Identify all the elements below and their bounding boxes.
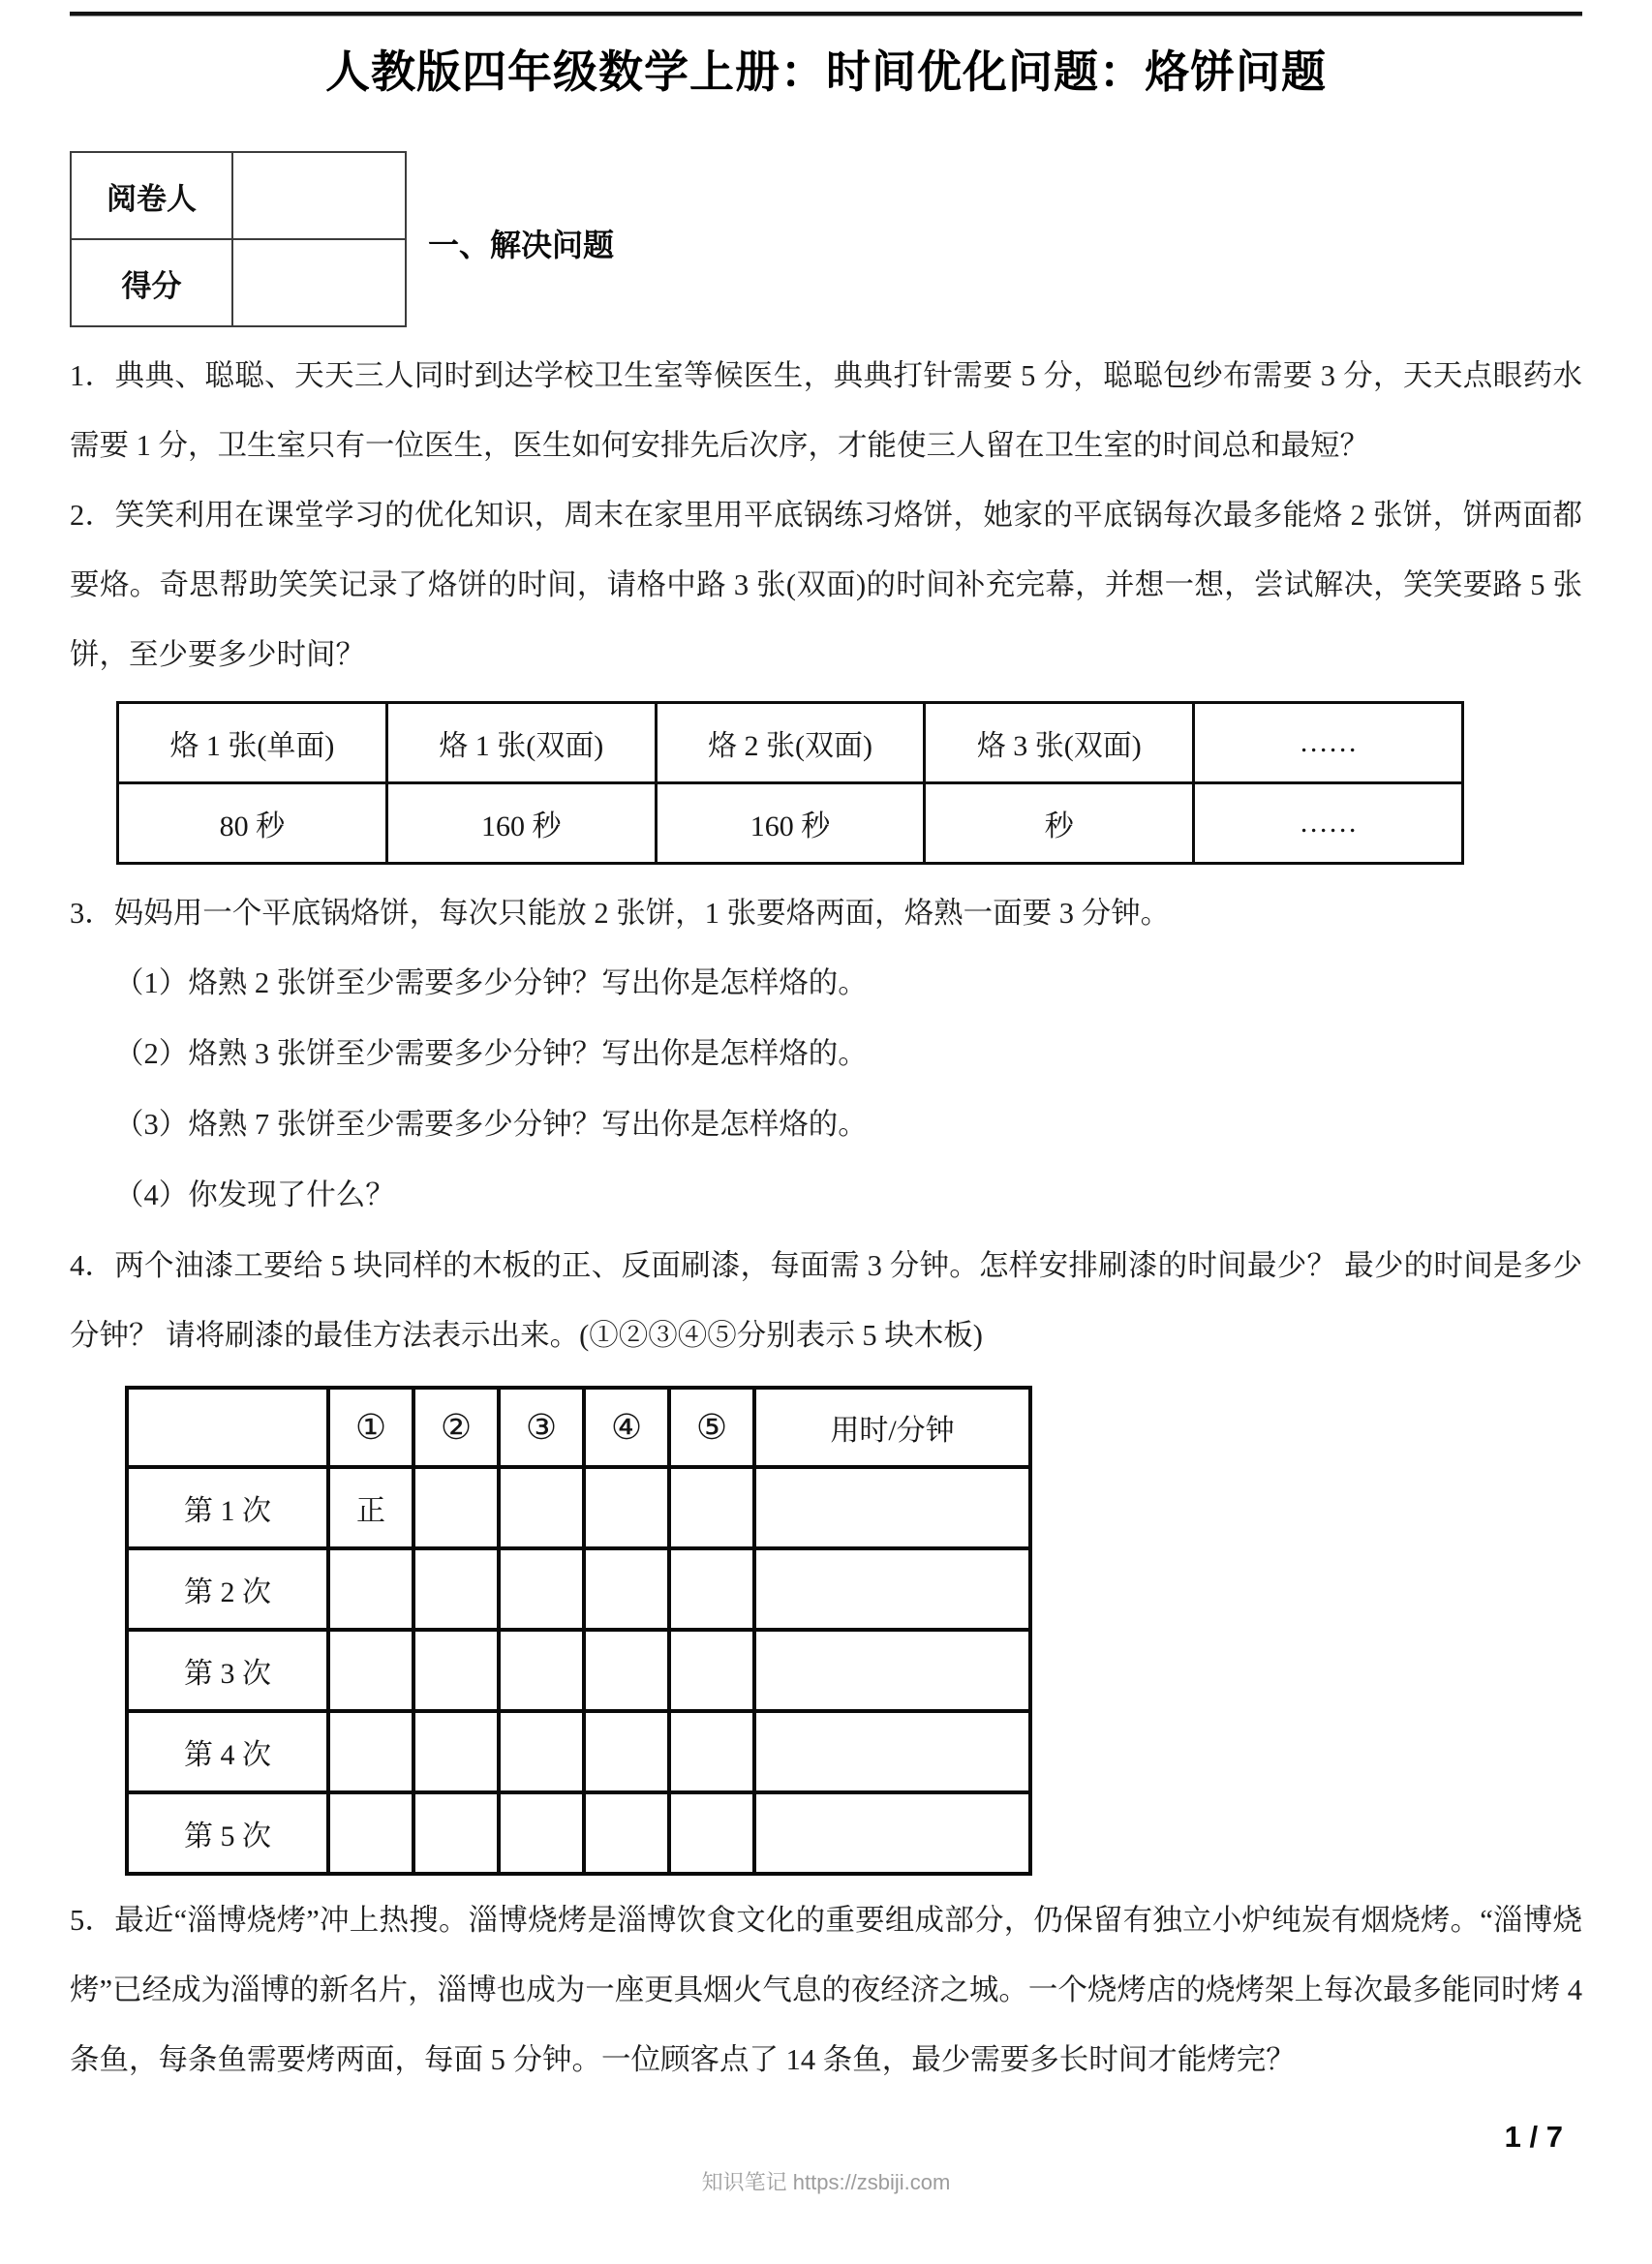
question-3-sub-1: （1）烙熟 2 张饼至少需要多少分钟？写出你是怎样烙的。 <box>114 966 868 1000</box>
paint-row-label: 第 4 次 <box>127 1711 328 1792</box>
paint-row-label: 第 5 次 <box>127 1792 328 1874</box>
board-1-header: ① <box>328 1388 413 1467</box>
question-4: 4．两个油漆工要给 5 块同样的木板的正、反面刷漆，每面需 3 分钟。怎样安排刷漆的时间最少？ 最少的时间是多少分钟？ 请将刷漆的最佳方法表示出来。(①②③④⑤分别表示 5 块木板) <box>70 1249 1582 1353</box>
pancake-header-cell: 烙 1 张(单面) <box>118 703 387 783</box>
paint-time-cell <box>754 1630 1030 1711</box>
section-heading: 一、解决问题 <box>428 228 615 263</box>
pancake-value-cell: 160 秒 <box>656 783 925 864</box>
question-3-sub-3: （3）烙熟 7 张饼至少需要多少分钟？写出你是怎样烙的。 <box>114 1108 868 1142</box>
paint-time-cell <box>754 1548 1030 1630</box>
paint-cell <box>669 1630 754 1711</box>
paint-time-cell <box>754 1467 1030 1548</box>
paint-header-row <box>127 1388 1030 1467</box>
board-5-header: ⑤ <box>669 1388 754 1467</box>
pancake-value-row <box>118 783 1463 864</box>
paint-row-label: 第 3 次 <box>127 1630 328 1711</box>
paint-cell <box>499 1630 584 1711</box>
paint-corner-cell <box>127 1388 328 1467</box>
paint-row-5 <box>127 1792 1030 1874</box>
board-4-header: ④ <box>584 1388 669 1467</box>
paint-cell <box>413 1711 499 1792</box>
site-footer-text: 知识笔记 https://zsbiji.com <box>701 2170 951 2195</box>
paint-cell <box>499 1711 584 1792</box>
paint-time-cell <box>754 1711 1030 1792</box>
score-row <box>71 239 406 326</box>
paint-row-3 <box>127 1630 1030 1711</box>
grader-blank-cell <box>232 152 406 239</box>
pancake-time-table <box>116 701 1464 865</box>
question-3-sub-4: （4）你发现了什么？ <box>114 1178 395 1212</box>
paint-cell <box>584 1711 669 1792</box>
paint-cell <box>328 1711 413 1792</box>
paint-cell <box>413 1467 499 1548</box>
pancake-value-cell: 160 秒 <box>386 783 656 864</box>
paint-cell <box>584 1792 669 1874</box>
pancake-header-cell: 烙 3 张(双面) <box>925 703 1194 783</box>
paint-cell <box>499 1792 584 1874</box>
page-title: 人教版四年级数学上册：时间优化问题：烙饼问题 <box>325 46 1327 97</box>
question-3: 3．妈妈用一个平底锅烙饼，每次只能放 2 张饼，1 张要烙两面，烙熟一面要 3 分钟。 <box>70 897 1171 931</box>
paint-row-label: 第 1 次 <box>127 1467 328 1548</box>
question-2: 2．笑笑利用在课堂学习的优化知识，周末在家里用平底锅练习烙饼，她家的平底锅每次最多能烙 2 张饼，饼两面都要烙。奇思帮助笑笑记录了烙饼的时间，请格中路 3 张(双面)的时间补充完幕，并想一想，尝试解决，笑笑要路 5 张饼，至少要多少时间？ <box>70 499 1582 672</box>
paint-cell <box>499 1467 584 1548</box>
paint-cell <box>413 1630 499 1711</box>
question-3-sub-2: （2）烙熟 3 张饼至少需要多少分钟？写出你是怎样烙的。 <box>114 1037 868 1071</box>
paint-cell <box>499 1548 584 1630</box>
paint-row-4 <box>127 1711 1030 1792</box>
pancake-header-row <box>118 703 1463 783</box>
question-5: 5．最近“淄博烧烤”冲上热搜。淄博烧烤是淄博饮食文化的重要组成部分，仍保留有独立小炉纯炭有烟烧烤。“淄博烧烤”已经成为淄博的新名片，淄博也成为一座更具烟火气息的夜经济之城。一个烧烤店的烧烤架上每次最多能同时烤 4 条鱼，每条鱼需要烤两面，每面 5 分钟。一位顾客点了 14 条鱼，最少需要多长时间才能烤完？ <box>70 1904 1582 2077</box>
top-rule <box>70 12 1582 16</box>
grader-score-block <box>70 151 1582 327</box>
paint-cell <box>669 1792 754 1874</box>
pancake-header-cell: …… <box>1194 703 1463 783</box>
paint-row-label: 第 2 次 <box>127 1548 328 1630</box>
pancake-value-cell: 秒 <box>925 783 1194 864</box>
board-3-header: ③ <box>499 1388 584 1467</box>
paint-time-cell <box>754 1792 1030 1874</box>
paint-cell <box>669 1711 754 1792</box>
paint-cell <box>328 1630 413 1711</box>
paint-cell <box>328 1792 413 1874</box>
paint-cell: 正 <box>328 1467 413 1548</box>
pancake-value-cell: …… <box>1194 783 1463 864</box>
paint-row-1 <box>127 1467 1030 1548</box>
question-1: 1．典典、聪聪、天天三人同时到达学校卫生室等候医生，典典打针需要 5 分，聪聪包纱布需要 3 分，天天点眼药水需要 1 分，卫生室只有一位医生，医生如何安排先后次序，才能使三人留在卫生室的时间总和最短？ <box>70 359 1582 463</box>
paint-cell <box>584 1548 669 1630</box>
pancake-header-cell: 烙 1 张(双面) <box>386 703 656 783</box>
time-header: 用时/分钟 <box>754 1388 1030 1467</box>
paint-cell <box>584 1467 669 1548</box>
score-blank-cell <box>232 239 406 326</box>
paint-cell <box>413 1548 499 1630</box>
paint-cell <box>669 1548 754 1630</box>
pancake-header-cell: 烙 2 张(双面) <box>656 703 925 783</box>
grader-row <box>71 152 406 239</box>
page-number: 1 / 7 <box>1504 2120 1563 2155</box>
grader-score-table <box>70 151 407 327</box>
paint-cell <box>584 1630 669 1711</box>
score-label: 得分 <box>71 239 232 326</box>
paint-cell <box>328 1548 413 1630</box>
grader-label: 阅卷人 <box>71 152 232 239</box>
board-2-header: ② <box>413 1388 499 1467</box>
paint-row-2 <box>127 1548 1030 1630</box>
pancake-value-cell: 80 秒 <box>118 783 387 864</box>
paint-cell <box>413 1792 499 1874</box>
paint-cell <box>669 1467 754 1548</box>
painting-plan-table <box>125 1386 1032 1876</box>
